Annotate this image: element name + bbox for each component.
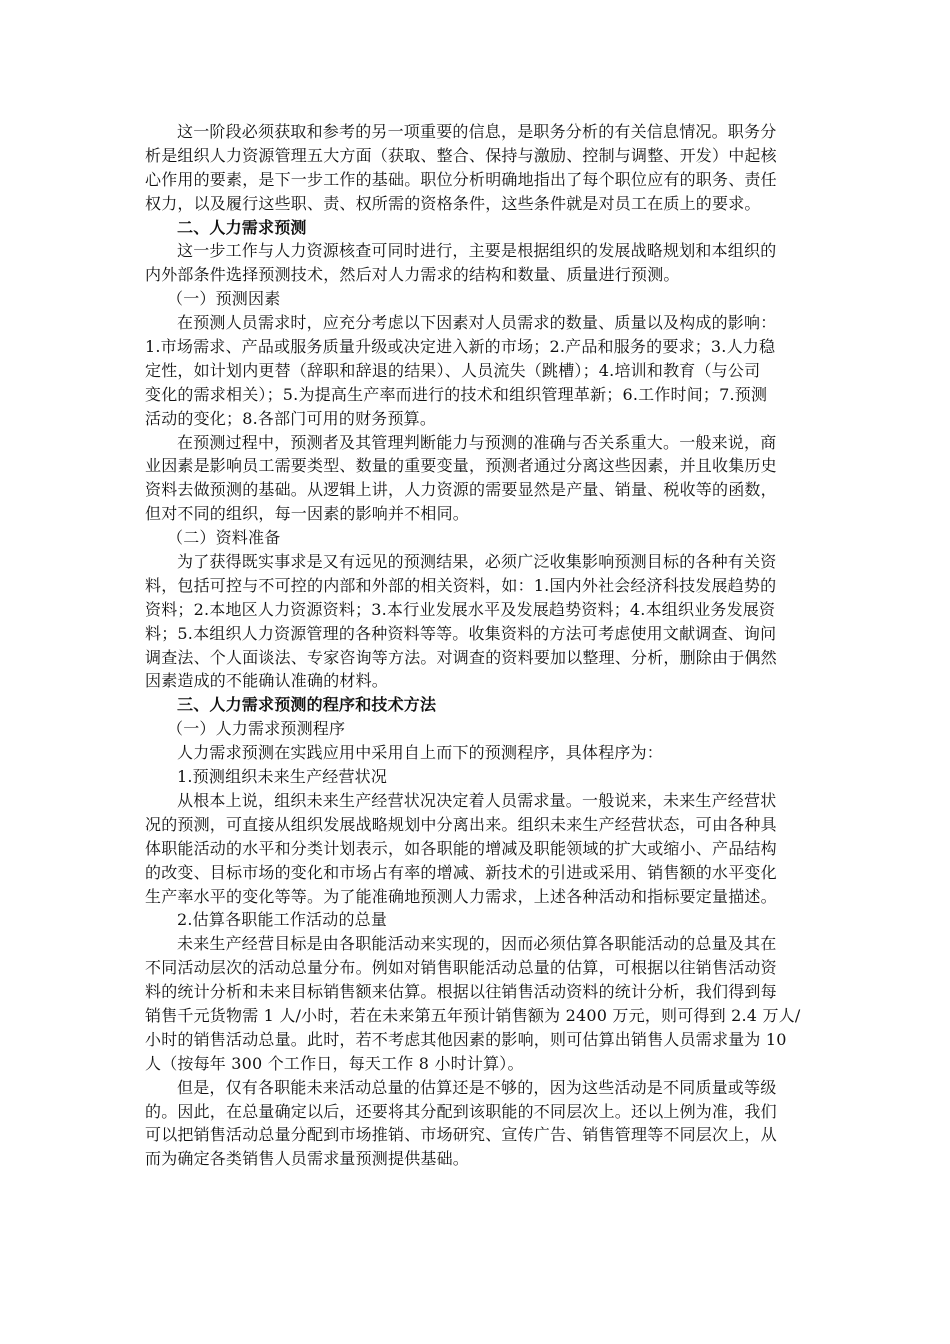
paragraph-line: 资料；2.本地区人力资源资料；3.本行业发展水平及发展趋势资料；4.本组织业务发展资 xyxy=(145,599,776,619)
paragraph-line: 未来生产经营目标是由各职能活动来实现的，因而必须估算各职能活动的总量及其在 xyxy=(177,934,777,954)
paragraph-line: 在预测人员需求时，应充分考虑以下因素对人员需求的数量、质量以及构成的影响： xyxy=(177,313,777,333)
step-heading: 1.预测组织未来生产经营状况 xyxy=(177,767,388,787)
paragraph-line: 小时的销售活动总量。此时，若不考虑其他因素的影响，则可估算出销售人员需求量为 10 xyxy=(145,1029,787,1049)
section-heading: 三、人力需求预测的程序和技术方法 xyxy=(177,695,437,715)
paragraph-line: 但是，仅有各职能未来活动总量的估算还是不够的，因为这些活动是不同质量或等级 xyxy=(177,1077,777,1097)
document-body xyxy=(145,120,808,1171)
paragraph-line: 调查法、个人面谈法、专家咨询等方法。对调查的资料要加以整理、分析，删除由于偶然 xyxy=(145,647,777,667)
subsection-heading: （二）资料准备 xyxy=(167,528,281,548)
paragraph-line: 体职能活动的水平和分类计划表示，如各职能的增减及职能领域的扩大或缩小、产品结构 xyxy=(145,838,777,858)
paragraph-line: 人力需求预测在实践应用中采用自上而下的预测程序，具体程序为： xyxy=(177,743,664,763)
paragraph-line: 料的统计分析和未来目标销售额来估算。根据以往销售活动资料的统计分析，我们得到每 xyxy=(145,982,777,1002)
paragraph-line: 内外部条件选择预测技术，然后对人力需求的结构和数量、质量进行预测。 xyxy=(145,265,680,285)
paragraph-line: 但对不同的组织，每一因素的影响并不相同。 xyxy=(145,504,470,524)
paragraph-line: 定性，如计划内更替（辞职和辞退的结果）、人员流失（跳槽）；4.培训和教育（与公司 xyxy=(145,360,761,380)
paragraph-line: 的。因此，在总量确定以后，还要将其分配到该职能的不同层次上。还以上例为准，我们 xyxy=(145,1101,777,1121)
paragraph-line: 可以把销售活动总量分配到市场推销、市场研究、宣传广告、销售管理等不同层次上，从 xyxy=(145,1125,777,1145)
paragraph-line: 况的预测，可直接从组织发展战略规划中分离出来。组织未来生产经营状态，可由各种具 xyxy=(145,814,777,834)
paragraph-line: 料；5.本组织人力资源管理的各种资料等等。收集资料的方法可考虑使用文献调查、询问 xyxy=(145,623,777,643)
paragraph-line: 的改变、目标市场的变化和市场占有率的增减、新技术的引进或采用、销售额的水平变化 xyxy=(145,862,777,882)
paragraph-line: 生产率水平的变化等等。为了能准确地预测人力需求，上述各种活动和指标要定量描述。 xyxy=(145,886,777,906)
paragraph-line: 销售千元货物需 1 人/小时，若在未来第五年预计销售额为 2400 万元，则可得到 2.4 万人/ xyxy=(145,1005,801,1025)
section-heading: 二、人力需求预测 xyxy=(177,217,307,237)
paragraph-line: 为了获得既实事求是又有远见的预测结果，必须广泛收集影响预测目标的各种有关资 xyxy=(177,552,777,572)
paragraph-line: 这一步工作与人力资源核查可同时进行，主要是根据组织的发展战略规划和本组织的 xyxy=(177,241,777,261)
paragraph-line: 1.市场需求、产品或服务质量升级或决定进入新的市场；2.产品和服务的要求；3.人力稳 xyxy=(145,337,776,357)
paragraph-line: 在预测过程中，预测者及其管理判断能力与预测的准确与否关系重大。一般来说，商 xyxy=(177,432,777,452)
paragraph-line: 业因素是影响员工需要类型、数量的重要变量，预测者通过分离这些因素，并且收集历史 xyxy=(145,456,777,476)
paragraph-line: 资料去做预测的基础。从逻辑上讲，人力资源的需要显然是产量、销量、税收等的函数， xyxy=(145,480,777,500)
paragraph-line: 权力，以及履行这些职、责、权所需的资格条件，这些条件就是对员工在质上的要求。 xyxy=(145,193,761,213)
paragraph-line: 人（按每年 300 个工作日，每天工作 8 小时计算）。 xyxy=(145,1053,524,1073)
paragraph-line: 析是组织人力资源管理五大方面（获取、整合、保持与激励、控制与调整、开发）中起核 xyxy=(145,145,777,165)
subsection-heading: （一）人力需求预测程序 xyxy=(167,719,346,739)
step-heading: 2.估算各职能工作活动的总量 xyxy=(177,910,388,930)
paragraph-line: 这一阶段必须获取和参考的另一项重要的信息，是职务分析的有关信息情况。职务分 xyxy=(177,122,777,141)
paragraph-line: 而为确定各类销售人员需求量预测提供基础。 xyxy=(145,1149,470,1169)
paragraph-line: 不同活动层次的活动总量分布。例如对销售职能活动总量的估算，可根据以往销售活动资 xyxy=(145,958,777,978)
paragraph-line: 活动的变化；8.各部门可用的财务预算。 xyxy=(145,408,437,428)
paragraph-line: 心作用的要素，是下一步工作的基础。职位分析明确地指出了每个职位应有的职务、责任 xyxy=(145,169,777,189)
paragraph-line: 因素造成的不能确认准确的材料。 xyxy=(145,671,389,691)
paragraph-line: 变化的需求相关）；5.为提高生产率而进行的技术和组织管理革新；6.工作时间；7.预测 xyxy=(145,384,768,404)
paragraph-line: 料，包括可控与不可控的内部和外部的相关资料，如：1.国内外社会经济科技发展趋势的 xyxy=(145,575,777,595)
subsection-heading: （一）预测因素 xyxy=(167,289,281,309)
paragraph-line: 从根本上说，组织未来生产经营状况决定着人员需求量。一般说来，未来生产经营状 xyxy=(177,790,777,810)
